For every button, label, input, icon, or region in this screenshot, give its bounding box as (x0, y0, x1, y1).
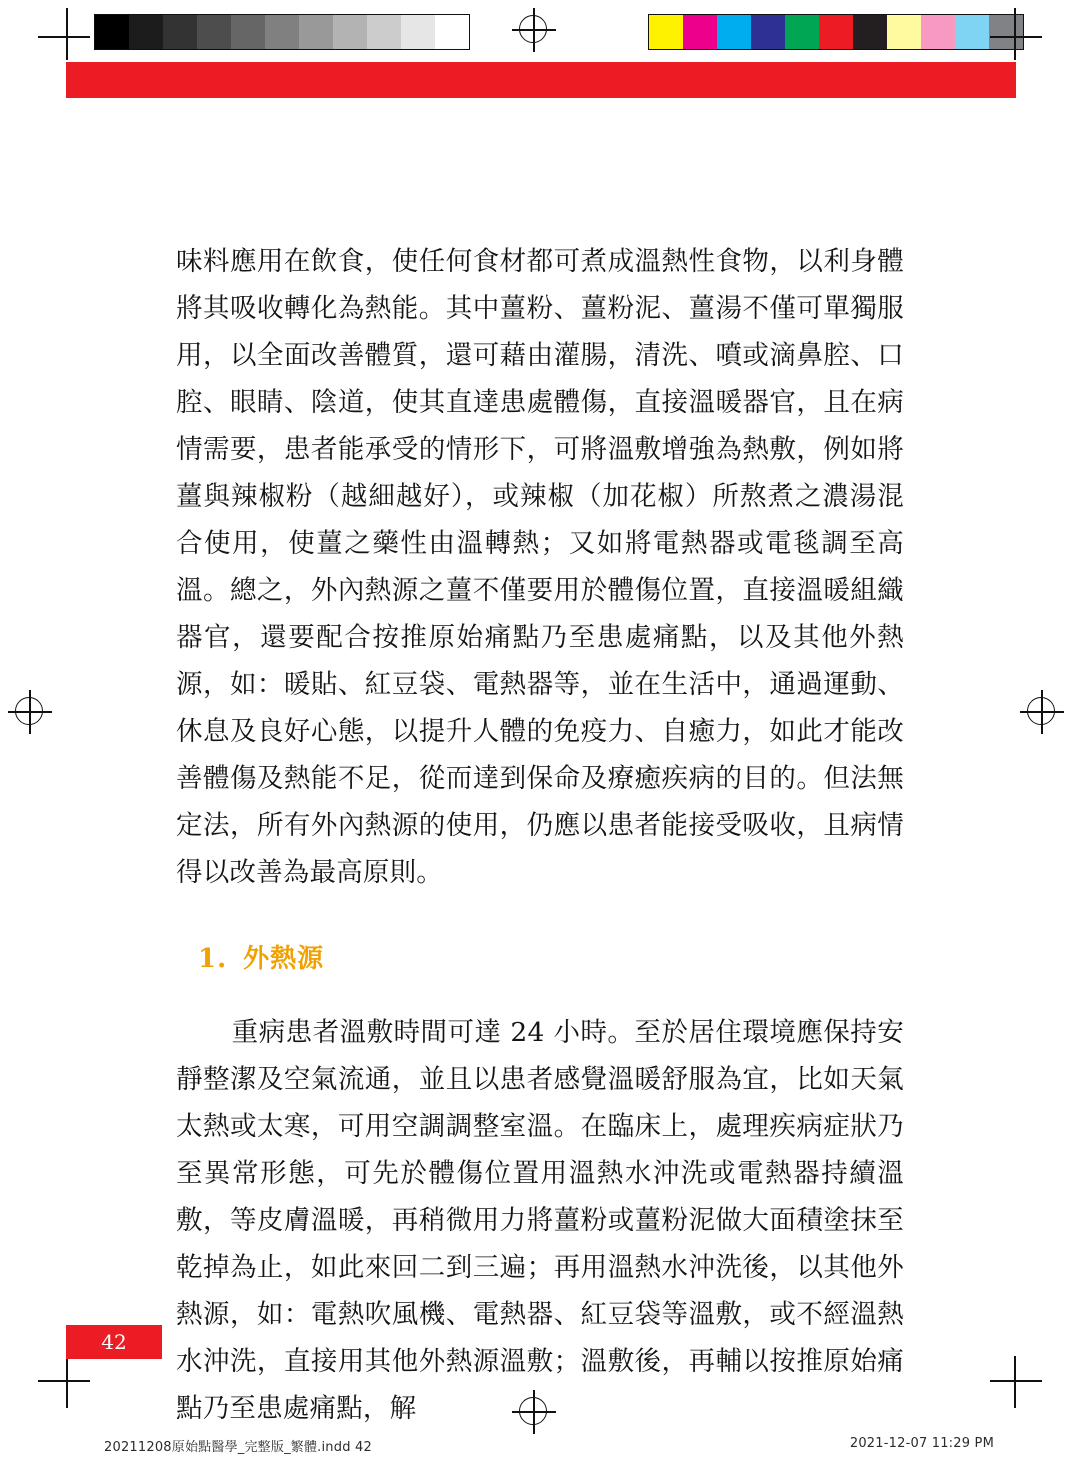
color-swatch (819, 15, 853, 49)
color-swatch (683, 15, 717, 49)
color-swatch (717, 15, 751, 49)
section-number: 1. (198, 944, 228, 974)
grayscale-swatch (401, 15, 435, 49)
registration-mark-right (1020, 690, 1064, 734)
registration-circle-icon (519, 15, 547, 43)
crop-mark-bottom-left (38, 1356, 90, 1408)
crop-mark-bottom-right (990, 1356, 1042, 1408)
color-swatch (785, 15, 819, 49)
footer-file-slug: 20211208原始點醫學_完整版_繁體.indd 42 (104, 1440, 372, 1455)
registration-mark-top (512, 8, 556, 52)
grayscale-swatch (129, 15, 163, 49)
registration-circle-icon (1027, 697, 1055, 725)
header-red-banner (66, 62, 1016, 98)
section-paragraph: 重病患者溫敷時間可達 24 小時。至於居住環境應保持安靜整潔及空氣流通，並且以患者感覺溫暖舒服為宜，比如天氣太熱或太寒，可用空調調整室溫。在臨床上，處理疾病症狀乃至異常形態，可先於體傷位置用溫熱水沖洗或電熱器持續溫敷，等皮膚溫暖，再稍微用力將薑粉或薑粉泥做大面積塗抹至乾掉為止，如此來回二到三遍；再用溫熱水沖洗後，以其他外熱源，如：電熱吹風機、電熱器、紅豆袋等溫敷，或不經溫熱水沖洗，直接用其他外熱源溫敷；溫敷後，再輔以按推原始痛點乃至患處痛點，解 (176, 1017, 904, 1424)
color-calibration-strip (648, 14, 1024, 50)
crop-mark-top-right (990, 8, 1042, 60)
registration-circle-icon (15, 697, 43, 725)
color-swatch (887, 15, 921, 49)
footer-timestamp: 2021-12-07 11:29 PM (849, 1436, 994, 1451)
grayscale-swatch (299, 15, 333, 49)
grayscale-swatch (435, 15, 469, 49)
color-swatch (921, 15, 955, 49)
color-swatch (955, 15, 989, 49)
color-swatch (853, 15, 887, 49)
grayscale-calibration-strip (94, 14, 470, 50)
page-number-tab (66, 1325, 162, 1359)
grayscale-swatch (163, 15, 197, 49)
crop-mark-top-left (38, 8, 90, 60)
registration-mark-left (8, 690, 52, 734)
grayscale-swatch (197, 15, 231, 49)
grayscale-swatch (95, 15, 129, 49)
page-number: 42 (101, 1330, 127, 1354)
body-paragraph: 味料應用在飲食，使任何食材都可煮成溫熱性食物，以利身體將其吸收轉化為熱能。其中薑粉、薑粉泥、薑湯不僅可單獨服用，以全面改善體質，還可藉由灌腸，清洗、噴或滴鼻腔、口腔、眼睛、陰道，使其直達患處體傷，直接溫暖器官，且在病情需要，患者能承受的情形下，可將溫敷增強為熱敷，例如將薑與辣椒粉（越細越好），或辣椒（加花椒）所熬煮之濃湯混合使用，使薑之藥性由溫轉熱；又如將電熱器或電毯調至高溫。總之，外內熱源之薑不僅要用於體傷位置，直接溫暖組織器官，還要配合按推原始痛點乃至患處痛點，以及其他外熱源，如：暖貼、紅豆袋、電熱器等，並在生活中，通過運動、休息及良好心態，以提升人體的免疫力、自癒力，如此才能改善體傷及熱能不足，從而達到保命及療癒疾病的目的。但法無定法，所有外內熱源的使用，仍應以患者能接受吸收，且病情得以改善為最高原則。 (176, 246, 904, 888)
grayscale-swatch (367, 15, 401, 49)
color-swatch (649, 15, 683, 49)
page-body (176, 238, 904, 1432)
color-swatch (751, 15, 785, 49)
section-title: 外熱源 (243, 944, 325, 974)
grayscale-swatch (265, 15, 299, 49)
grayscale-swatch (333, 15, 367, 49)
grayscale-swatch (231, 15, 265, 49)
section-heading (198, 938, 904, 975)
